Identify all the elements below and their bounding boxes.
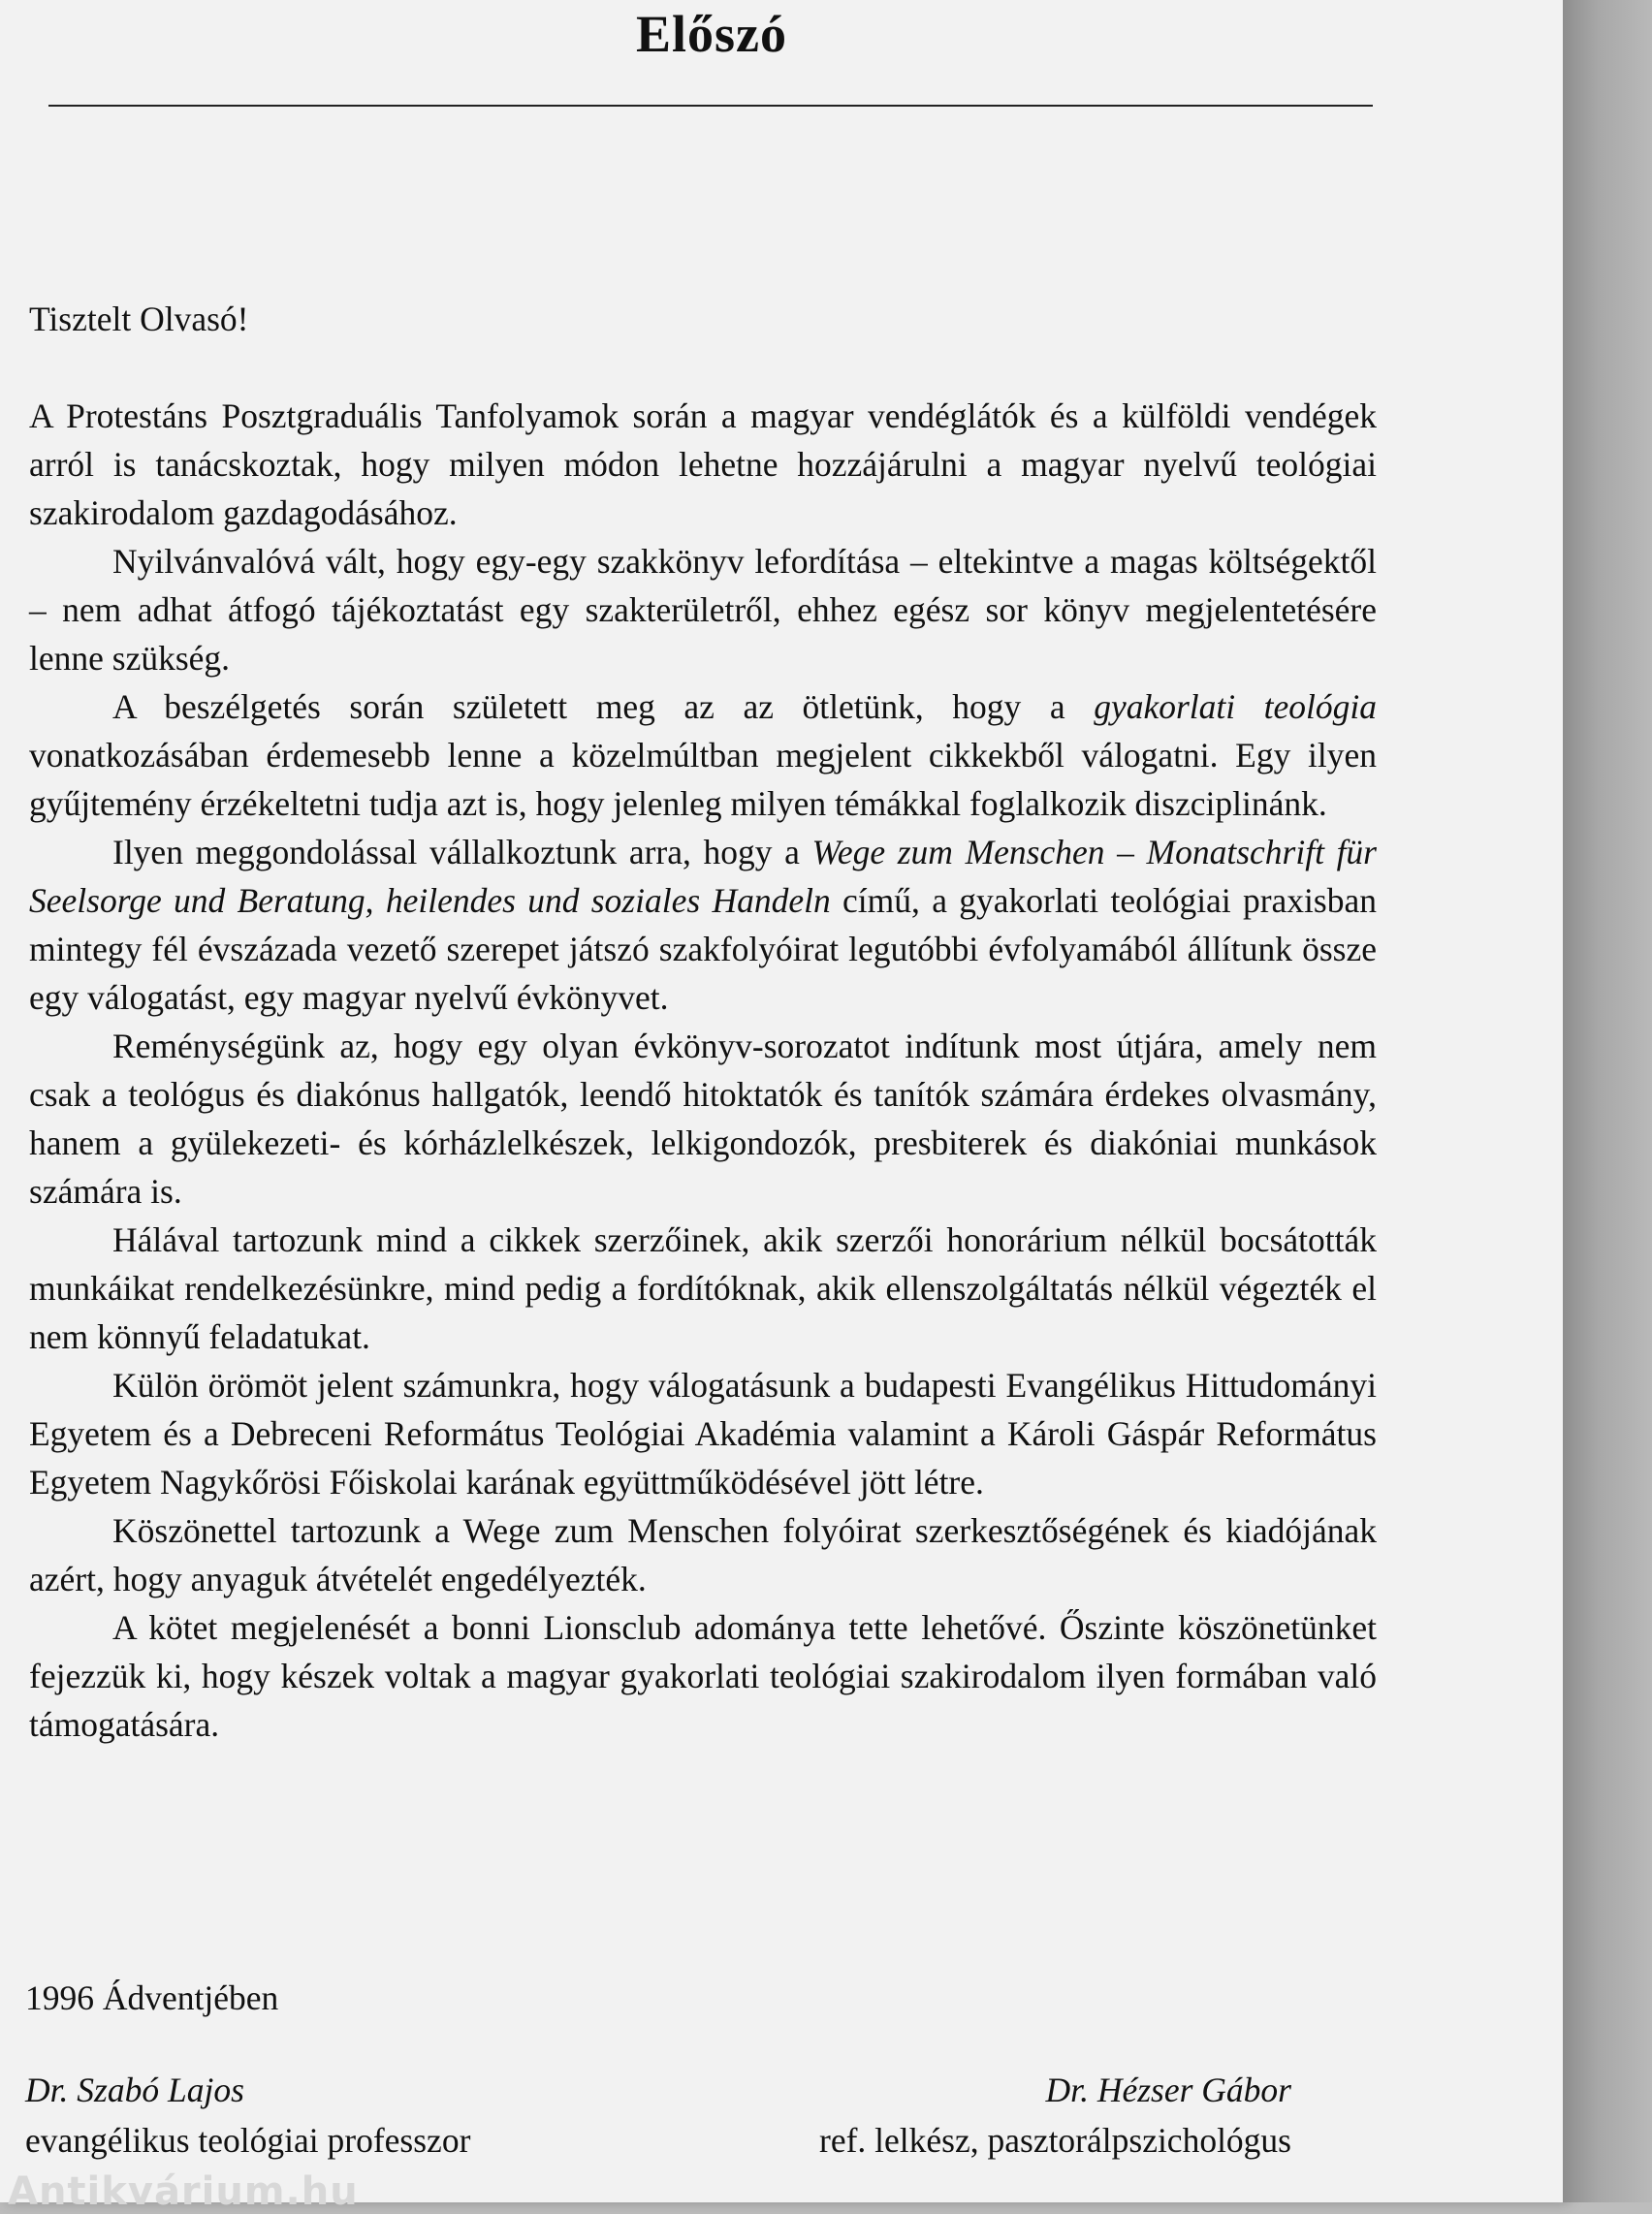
page-title: Előszó [635,5,787,63]
paragraph: Külön örömöt jelent számunkra, hogy válogatásunk a budapesti Evangélikus Hittudományi Egyetem és a Debreceni Református Teológiai Akadémia valamint a Károli Gáspár Református Egyetem Nagykőrösi Főiskolai karának együttműködésével jött létre. [29,1366,1377,1502]
paragraph-text: vonatkozásában érdemesebb lenne a közelmúltban megjelent cikkekből válogatni. Egy ilyen gyűjtemény érzékeltetni tudja azt is, hogy jelenleg milyen témákkal foglalkozik diszciplinánk. [29,736,1377,823]
paragraph: Hálával tartozunk mind a cikkek szerzőinek, akik szerzői honorárium nélkül bocsátották munkáikat rendelkezésünkre, mind pedig a fordítóknak, akik ellenszolgáltatás nélkül végezték el nem könnyű feladatukat. [29,1220,1377,1356]
paragraph-text: A beszélgetés során született meg az az ötletünk, hogy a [112,687,1095,726]
paragraph: Reménységünk az, hogy egy olyan évkönyv-sorozatot indítunk most útjára, amely nem csak a teológus és diakónus hallgatók, leendő hitoktatók és tanítók számára érdekes olvasmány, hanem a gyülekezeti- és kórházlelkészek, lelkigondozók, presbiterek és diakóniai munkások számára is. [29,1027,1377,1211]
signature-left [25,2065,470,2166]
paragraph [29,682,1377,828]
paragraph-text: Ilyen meggondolással vállalkoztunk arra, hogy a [112,833,812,871]
paragraph: Köszönettel tartozunk a Wege zum Menschen folyóirat szerkesztőségének és kiadójának azért, hogy anyaguk átvételét engedélyezték. [29,1511,1377,1598]
paragraph: A Protestáns Posztgraduális Tanfolyamok során a magyar vendéglátók és a külföldi vendégek arról is tanácskoztak, hogy milyen módon lehetne hozzájárulni a magyar nyelvű teológiai szakirodalom gazdagodásához. [29,396,1377,532]
signature-right [819,2065,1291,2166]
signature-name: Dr. Szabó Lajos [25,2071,244,2109]
italic-journal-title: Wege zum Menschen – Monatschrift für Seelsorge und Beratung, heilendes und soziales Handeln [29,833,1377,920]
date-line: 1996 Ádventjében [25,1978,279,2017]
salutation: Tisztelt Olvasó! [29,300,249,338]
signature-name: Dr. Hézser Gábor [1045,2071,1291,2109]
signature-role: ref. lelkész, pasztorálpszichológus [819,2121,1291,2160]
title-divider [48,105,1373,107]
signature-role: evangélikus teológiai professzor [25,2121,471,2160]
paragraph-text: című, a gyakorlati teológiai praxisban mintegy fél évszázada vezető szerepet játszó szakfolyóirat legutóbbi évfolyamából állítunk össze egy válogatást, egy magyar nyelvű évkönyvet. [29,881,1377,1017]
page-edge [1563,0,1652,2202]
paragraph: A kötet megjelenését a bonni Lionsclub adománya tette lehetővé. Őszinte köszönetünket fejezzük ki, hogy készek voltak a magyar gyakorlati teológiai szakirodalom ilyen formában való támogatására. [29,1608,1377,1744]
preface-body [29,295,1377,1749]
paragraph [29,828,1377,1022]
watermark: Antikvárium.hu [8,2169,359,2214]
paragraph: Nyilvánvalóvá vált, hogy egy-egy szakkönyv lefordítása – eltekintve a magas költségektől – nem adhat átfogó tájékoztatást egy szakterületről, ehhez egész sor könyv megjelentetésére lenne szükség. [29,542,1377,678]
italic-term: gyakorlati teológia [1094,687,1378,726]
